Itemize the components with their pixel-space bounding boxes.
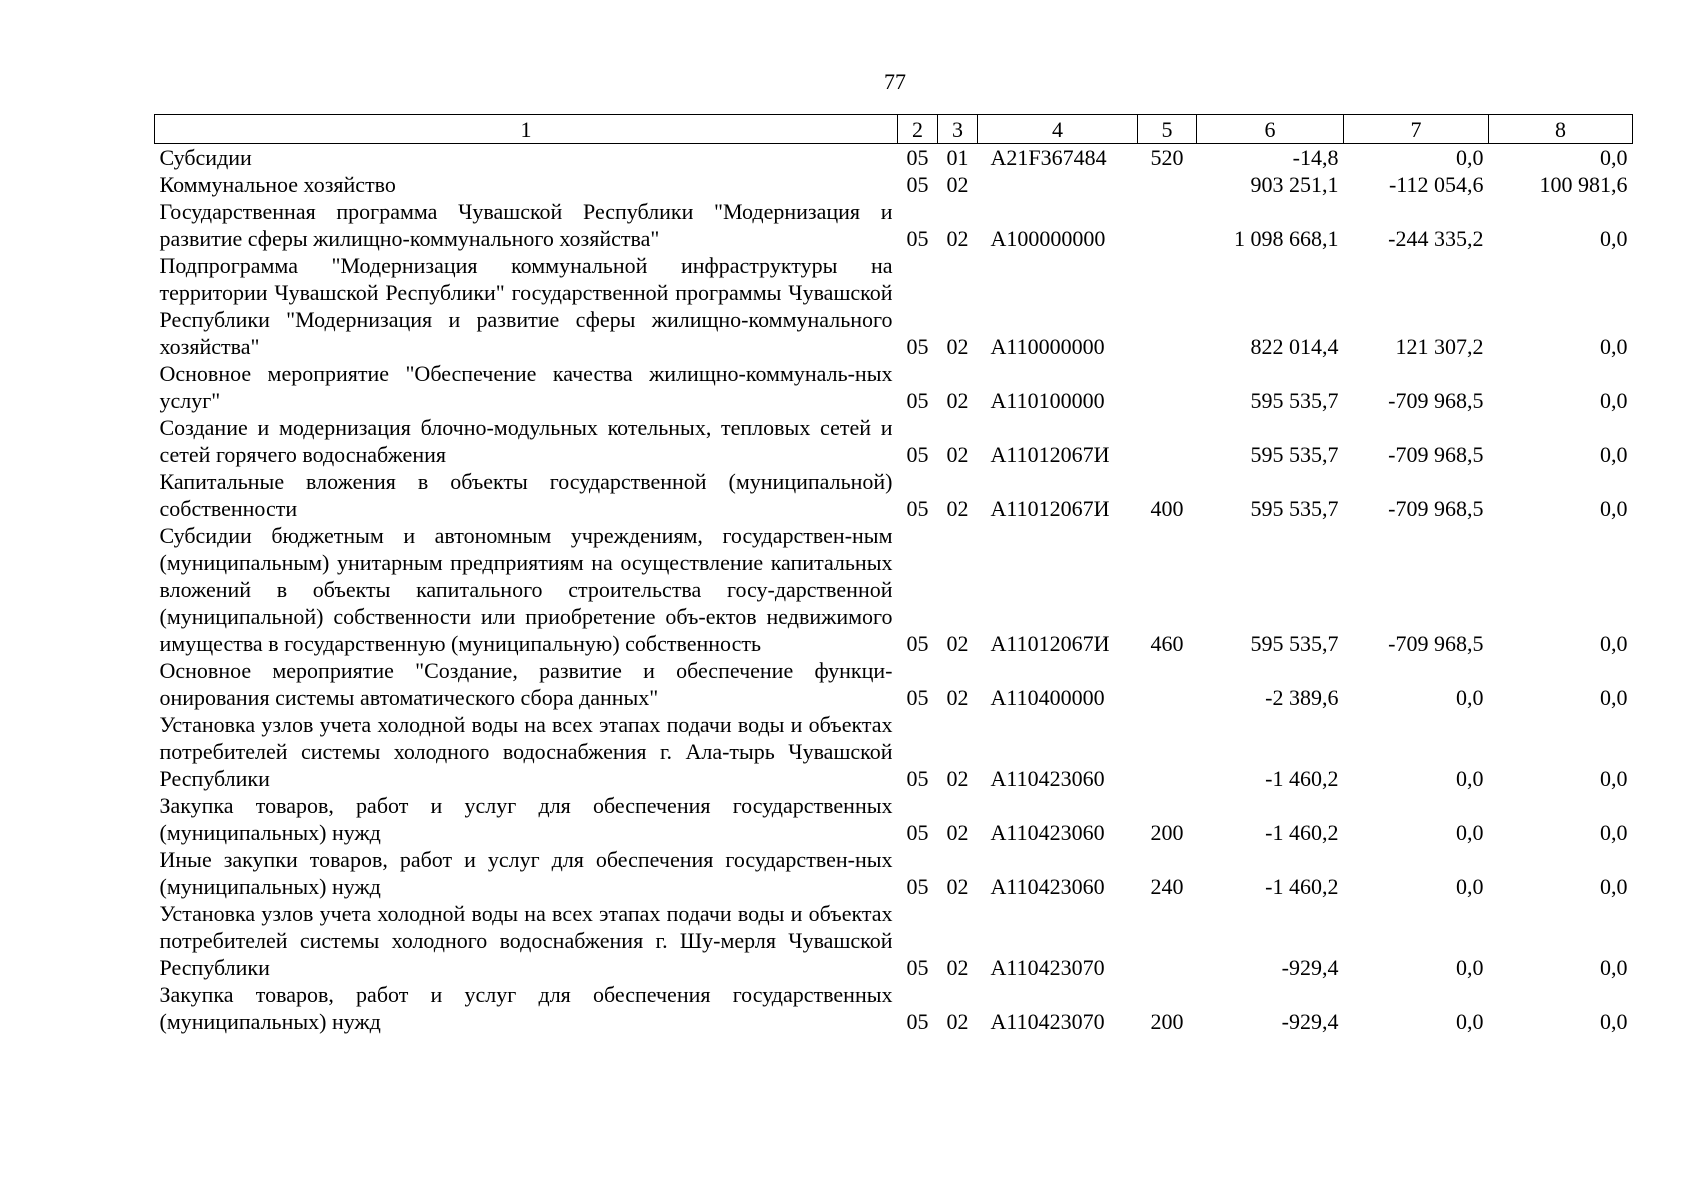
row-name: Капитальные вложения в объекты государственной (муниципальной) собственности [159,469,893,521]
header-col-7: 7 [1344,115,1489,144]
row-section: 05 [906,1009,929,1034]
row-target-code: A110000000 [990,334,1105,359]
row-name: Иные закупки товаров, работ и услуг для обеспечения государствен-ных (муниципальных) нужд [159,847,893,899]
row-expense-type: 460 [1150,631,1184,656]
row-name: Государственная программа Чувашской Республики "Модернизация и развитие сферы жилищно-коммунального хозяйства" [159,199,893,251]
row-subsection: 02 [946,955,969,980]
row-subsection: 01 [946,145,969,170]
row-target-code [978,171,1138,198]
header-col-2: 2 [898,115,938,144]
header-row [155,115,1633,144]
table-row [155,846,1633,900]
row-subsection: 02 [946,172,969,197]
row-amount-7: -244 335,2 [1388,226,1484,251]
row-subsection: 02 [946,334,969,359]
row-subsection: 02 [946,685,969,710]
row-expense-type [1138,252,1197,360]
row-target-code: A110423070 [990,1009,1105,1034]
row-amount-7: -709 968,5 [1388,631,1484,656]
row-target-code: A110400000 [990,685,1105,710]
header-col-5: 5 [1138,115,1197,144]
row-section: 05 [906,226,929,251]
row-amount-7: 121 307,2 [1395,334,1484,359]
row-subsection: 02 [946,766,969,791]
row-expense-type [1138,360,1197,414]
row-section: 05 [906,631,929,656]
table-row [155,171,1633,198]
row-amount-7: -709 968,5 [1388,388,1484,413]
row-amount-6: -2 389,6 [1265,685,1339,710]
row-expense-type [1138,414,1197,468]
row-subsection: 02 [946,874,969,899]
row-expense-type: 240 [1150,874,1184,899]
row-target-code: A110423060 [990,820,1105,845]
table-row [155,414,1633,468]
row-expense-type: 520 [1150,145,1184,170]
row-name: Основное мероприятие "Создание, развитие и обеспечение функци-онирования системы автоматического сбора данных" [159,658,893,710]
row-amount-6: -929,4 [1281,955,1339,980]
row-amount-6: 903 251,1 [1250,172,1339,197]
row-amount-8: 0,0 [1600,226,1628,251]
row-name: Создание и модернизация блочно-модульных котельных, тепловых сетей и сетей горячего водоснабжения [159,415,893,467]
row-amount-8: 0,0 [1600,442,1628,467]
row-name: Закупка товаров, работ и услуг для обеспечения государственных (муниципальных) нужд [159,793,893,845]
row-amount-7: 0,0 [1456,145,1484,170]
row-amount-6: 595 535,7 [1250,496,1339,521]
row-target-code: A110423060 [990,766,1105,791]
row-amount-6: 595 535,7 [1250,442,1339,467]
row-section: 05 [906,766,929,791]
row-amount-6: -929,4 [1281,1009,1339,1034]
page-number: 77 [884,69,906,94]
row-amount-8: 0,0 [1600,388,1628,413]
row-target-code: A100000000 [990,226,1106,251]
row-subsection: 02 [946,496,969,521]
row-name: Субсидии [159,145,252,170]
table-row [155,468,1633,522]
table-row [155,252,1633,360]
row-amount-8: 0,0 [1600,496,1628,521]
row-amount-8: 0,0 [1600,334,1628,359]
row-amount-6: -14,8 [1292,145,1339,170]
table-row [155,900,1633,981]
row-amount-8: 0,0 [1600,685,1628,710]
row-section: 05 [906,955,929,980]
row-expense-type: 200 [1150,820,1184,845]
row-name: Коммунальное хозяйство [159,172,396,197]
table-row [155,198,1633,252]
row-expense-type [1138,900,1197,981]
row-section: 05 [906,496,929,521]
row-section: 05 [906,685,929,710]
row-expense-type [1138,198,1197,252]
table-body [155,144,1633,1036]
row-expense-type: 400 [1150,496,1184,521]
row-subsection: 02 [946,226,969,251]
row-amount-7: 0,0 [1456,955,1484,980]
row-amount-7: -709 968,5 [1388,496,1484,521]
row-name: Установка узлов учета холодной воды на всех этапах подачи воды и объектах потребителей системы холодного водоснабжения г. Ала-тырь Чувашской Республики [159,712,893,791]
table-row [155,144,1633,172]
header-col-8: 8 [1489,115,1633,144]
row-target-code: A110423060 [990,874,1105,899]
row-target-code: A11012067И [990,442,1110,467]
row-amount-8: 0,0 [1600,874,1628,899]
row-amount-6: -1 460,2 [1265,874,1339,899]
row-subsection: 02 [946,631,969,656]
row-subsection: 02 [946,1009,969,1034]
row-expense-type [1138,711,1197,792]
row-amount-6: 595 535,7 [1250,631,1339,656]
row-amount-6: 822 014,4 [1250,334,1339,359]
row-target-code: A110100000 [990,388,1105,413]
row-amount-7: 0,0 [1456,685,1484,710]
header-col-1: 1 [155,115,898,144]
table-row [155,792,1633,846]
table-row [155,657,1633,711]
budget-table [154,114,1633,1035]
row-section: 05 [906,145,929,170]
row-name: Установка узлов учета холодной воды на всех этапах подачи воды и объектах потребителей системы холодного водоснабжения г. Шу-мерля Чувашской Республики [159,901,893,980]
row-section: 05 [906,874,929,899]
row-target-code: A11012067И [990,496,1110,521]
row-amount-6: -1 460,2 [1265,820,1339,845]
row-section: 05 [906,334,929,359]
row-amount-7: 0,0 [1456,766,1484,791]
row-subsection: 02 [946,820,969,845]
row-amount-8: 0,0 [1600,766,1628,791]
row-amount-8: 0,0 [1600,820,1628,845]
table-row [155,711,1633,792]
row-section: 05 [906,388,929,413]
row-amount-8: 0,0 [1600,1009,1628,1034]
row-amount-7: -709 968,5 [1388,442,1484,467]
row-section: 05 [906,172,929,197]
header-col-3: 3 [938,115,978,144]
header-col-6: 6 [1197,115,1344,144]
row-target-code: A11012067И [990,631,1110,656]
row-name: Подпрограмма "Модернизация коммунальной инфраструктуры на территории Чувашской Республики" государственной программы Чувашской Республики "Модернизация и развитие сферы жилищно-коммунального хозяйства" [159,253,893,359]
header-col-4: 4 [978,115,1138,144]
row-name: Закупка товаров, работ и услуг для обеспечения государственных (муниципальных) нужд [159,982,893,1034]
row-target-code: A110423070 [990,955,1105,980]
row-subsection: 02 [946,442,969,467]
row-subsection: 02 [946,388,969,413]
table-row [155,522,1633,657]
row-name: Основное мероприятие "Обеспечение качества жилищно-коммуналь-ных услуг" [159,361,893,413]
row-amount-8: 100 981,6 [1539,172,1628,197]
row-amount-8: 0,0 [1600,955,1628,980]
row-amount-7: 0,0 [1456,820,1484,845]
row-name: Субсидии бюджетным и автономным учреждениям, государствен-ным (муниципальным) унитарным предприятиям на осуществление капитальных вложений в объекты капитального строительства госу-дарственной (муниципальной) собственности или приобретение объ-ектов недвижимого имущества в государственную (муниципальную) собственность [159,523,893,656]
row-expense-type [1138,171,1197,198]
row-amount-8: 0,0 [1600,631,1628,656]
row-amount-7: -112 054,6 [1388,172,1484,197]
row-section: 05 [906,442,929,467]
row-section: 05 [906,820,929,845]
row-amount-8: 0,0 [1600,145,1628,170]
row-amount-6: -1 460,2 [1265,766,1339,791]
row-expense-type: 200 [1150,1009,1184,1034]
row-amount-7: 0,0 [1456,1009,1484,1034]
row-expense-type [1138,657,1197,711]
row-amount-7: 0,0 [1456,874,1484,899]
table-row [155,360,1633,414]
table-row [155,981,1633,1035]
row-target-code: A21F367484 [990,145,1107,170]
row-amount-6: 1 098 668,1 [1234,226,1339,251]
row-amount-6: 595 535,7 [1250,388,1339,413]
